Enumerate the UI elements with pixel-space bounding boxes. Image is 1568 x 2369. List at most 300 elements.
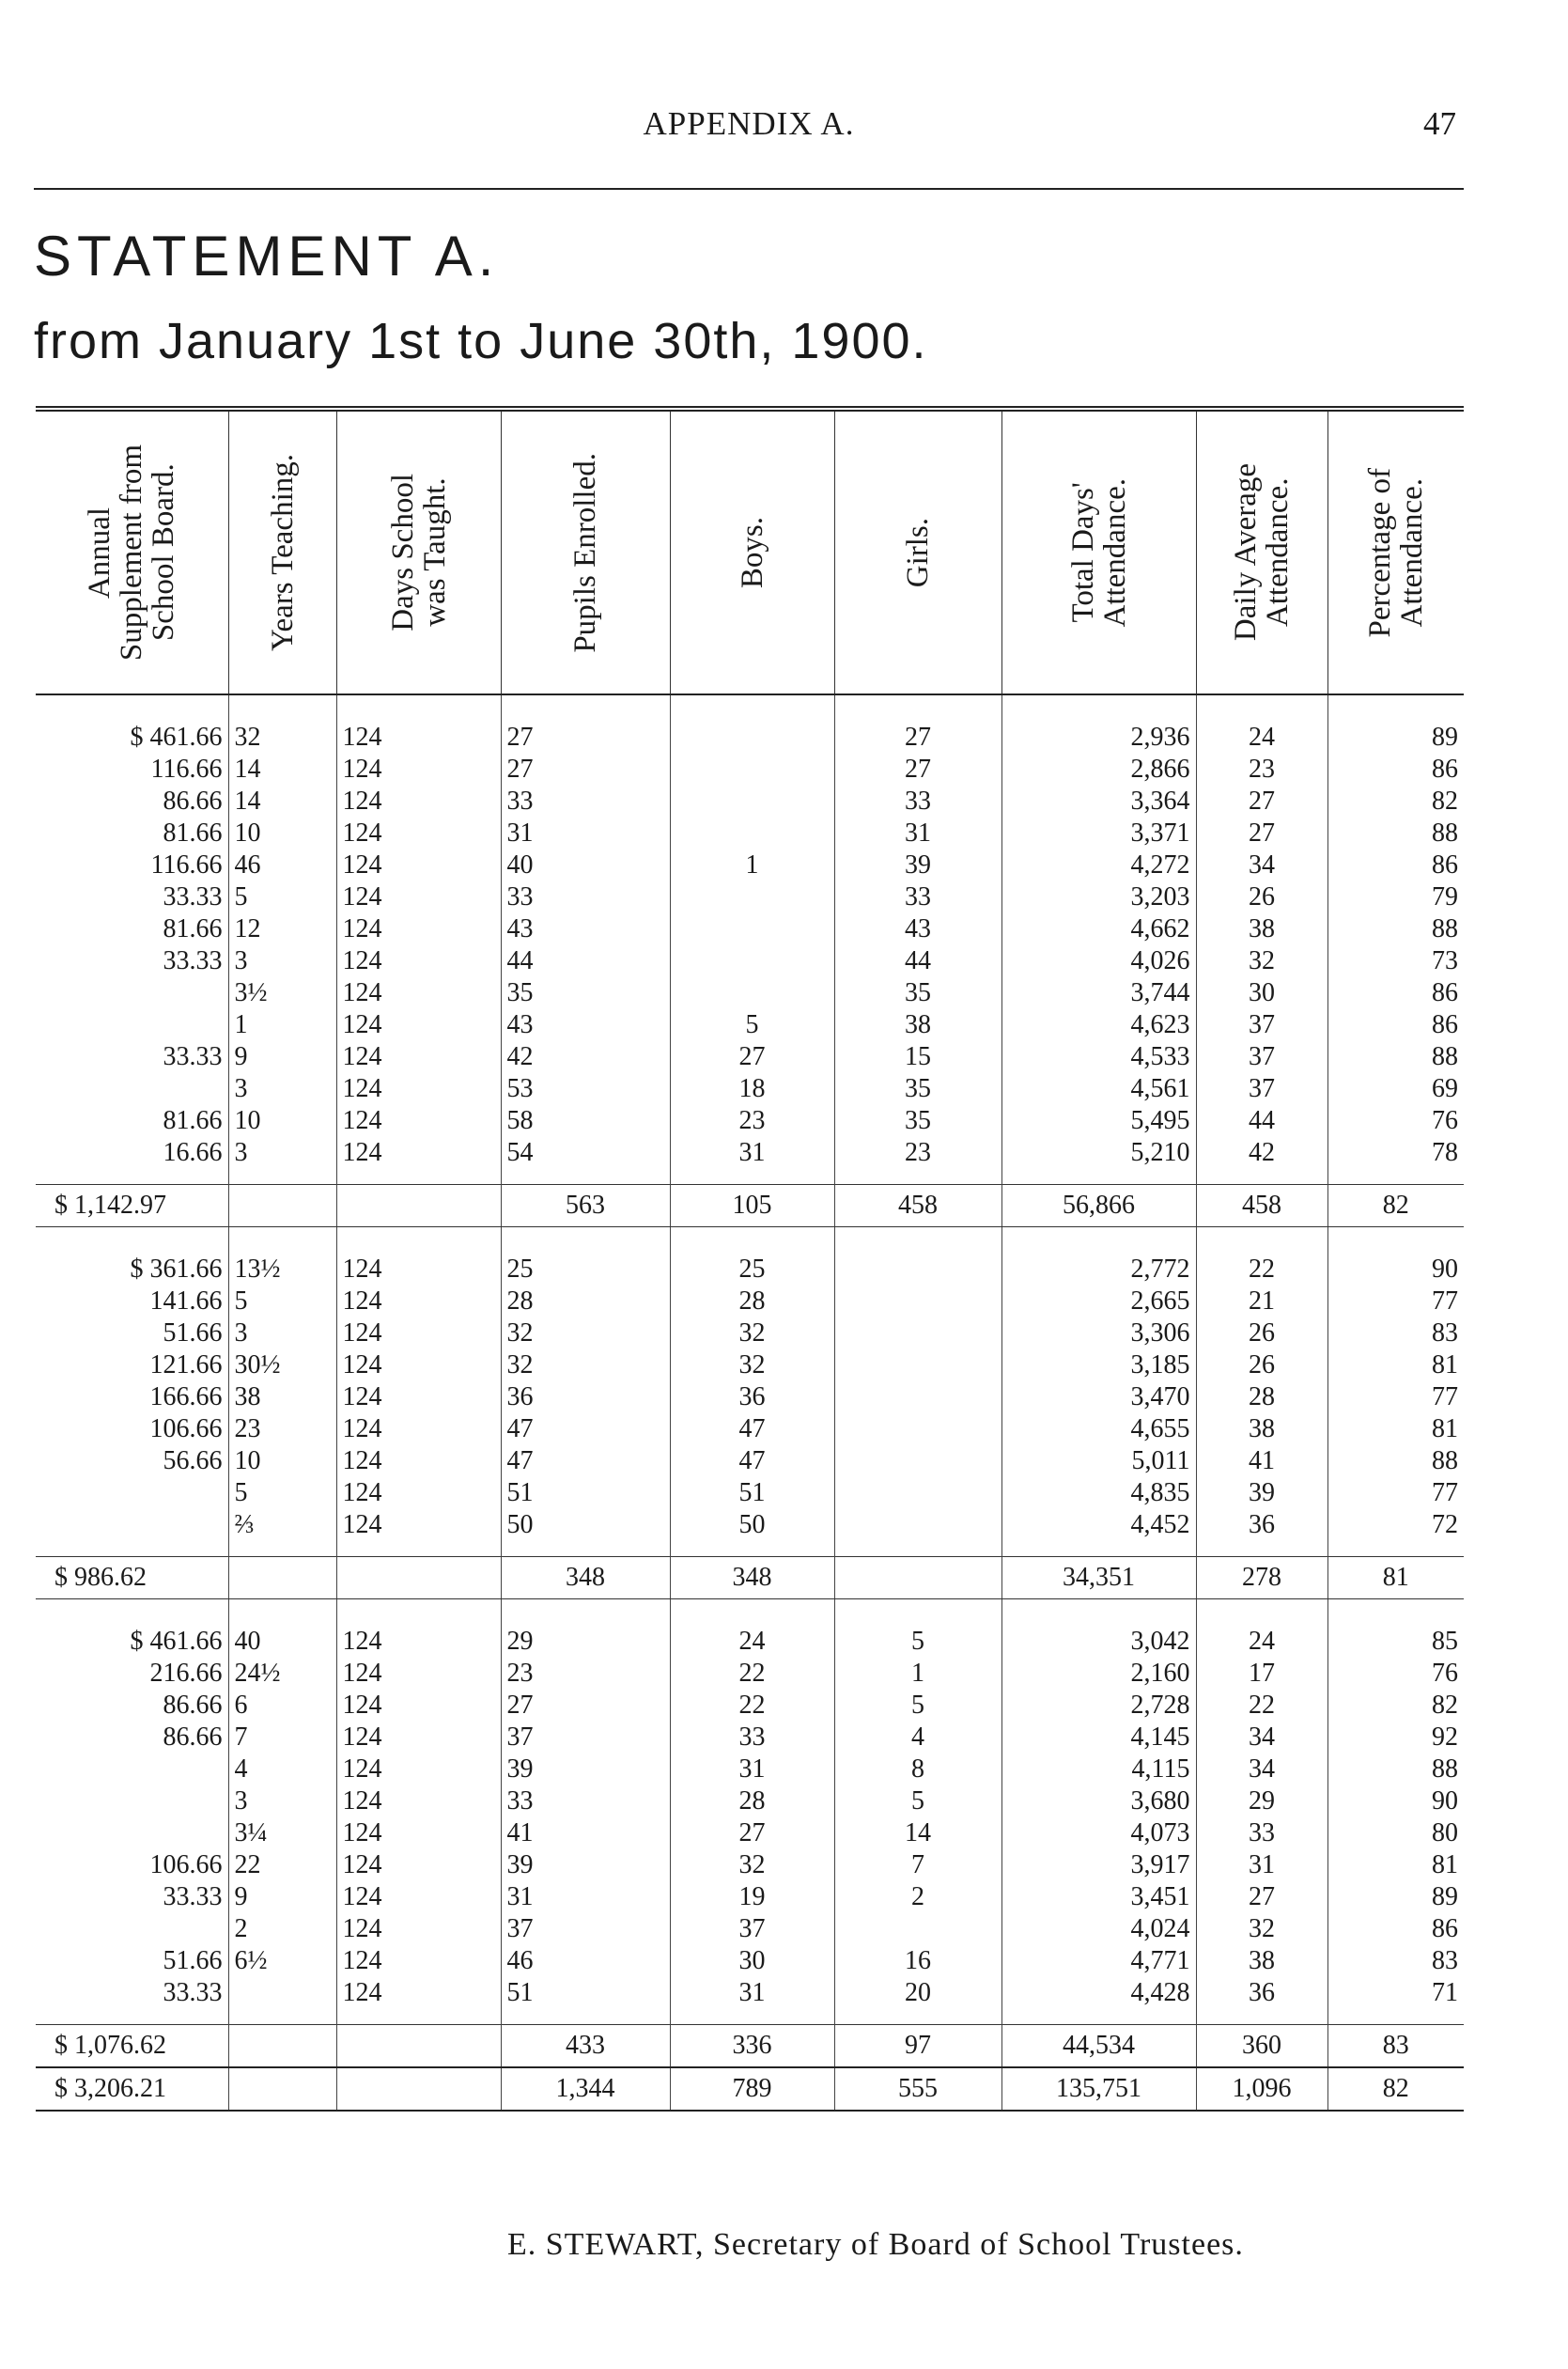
cell-total-days: 4,533: [1001, 1041, 1196, 1073]
cell-pupils: 47: [501, 1445, 670, 1477]
table-row: [36, 945, 1464, 977]
cell-days: 124: [336, 945, 501, 977]
cell-girls: 35: [834, 1073, 1001, 1105]
cell-percentage: 76: [1327, 1658, 1464, 1690]
cell-boys: [670, 754, 834, 786]
table-row: [36, 1977, 1464, 2025]
cell-boys: 47: [670, 1445, 834, 1477]
cell-pupils: 37: [501, 1913, 670, 1945]
cell-boys: 37: [670, 1913, 834, 1945]
cell-total-days: 4,073: [1001, 1817, 1196, 1849]
cell-supplement: 106.66: [149, 1850, 223, 1879]
cell-years: 6½: [228, 1945, 336, 1977]
cell-daily-average: 28: [1196, 1381, 1327, 1413]
cell-boys: 32: [670, 1349, 834, 1381]
col-header-daily-average: Daily Average Attendance.: [1196, 409, 1327, 694]
cell-girls: 20: [834, 1977, 1001, 2025]
cell-pupils: 31: [501, 818, 670, 849]
cell-supplement: 56.66: [163, 1446, 223, 1475]
cell-girls: 44: [834, 945, 1001, 977]
cell-years: 10: [228, 1445, 336, 1477]
cell-days: 124: [336, 1509, 501, 1557]
statement-title: STATEMENT A.: [34, 225, 500, 288]
cell-daily-average: 26: [1196, 1317, 1327, 1349]
cell-days: 124: [336, 1381, 501, 1413]
cell-pupils: 40: [501, 849, 670, 881]
cell-total-days: 4,561: [1001, 1073, 1196, 1105]
cell-supplement: [36, 1477, 228, 1509]
cell-girls: 33: [834, 881, 1001, 913]
cell-years: 3: [228, 1073, 336, 1105]
cell-daily-average: 41: [1196, 1445, 1327, 1477]
cell-boys: 24: [670, 1599, 834, 1659]
cell-days: [336, 2067, 501, 2111]
cell-boys: 31: [670, 1977, 834, 2025]
signature-line: E. STEWART, Secretary of Board of School Trustees.: [507, 2227, 1244, 2262]
cell-supplement: 106.66: [149, 1414, 223, 1443]
cell-girls: 27: [834, 694, 1001, 754]
col-header-percentage: Percentage of Attendance.: [1327, 409, 1464, 694]
col-header-girls: Girls.: [834, 409, 1001, 694]
cell-supplement: $ 986.62: [36, 1557, 228, 1599]
cell-years: 14: [228, 786, 336, 818]
cell-percentage: 81: [1327, 1349, 1464, 1381]
cell-years: 3: [228, 945, 336, 977]
cell-total-days: 4,771: [1001, 1945, 1196, 1977]
grand-total-row: [36, 2067, 1464, 2111]
cell-boys: 348: [670, 1557, 834, 1599]
col-header-pupils: Pupils Enrolled.: [501, 409, 670, 694]
cell-daily-average: 27: [1196, 786, 1327, 818]
cell-boys: 27: [670, 1041, 834, 1073]
cell-years: 3: [228, 1317, 336, 1349]
cell-supplement: 121.66: [149, 1350, 223, 1379]
cell-days: 124: [336, 1227, 501, 1286]
cell-girls: 14: [834, 1817, 1001, 1849]
cell-percentage: 82: [1327, 1185, 1464, 1227]
cell-boys: 32: [670, 1317, 834, 1349]
cell-years: 12: [228, 913, 336, 945]
cell-supplement: 81.66: [163, 1106, 223, 1135]
cell-total-days: 3,185: [1001, 1349, 1196, 1381]
cell-supplement: [36, 977, 228, 1009]
cell-total-days: 135,751: [1001, 2067, 1196, 2111]
cell-days: [336, 1185, 501, 1227]
cell-percentage: 83: [1327, 1317, 1464, 1349]
cell-percentage: 89: [1327, 1881, 1464, 1913]
cell-percentage: 86: [1327, 977, 1464, 1009]
cell-pupils: 43: [501, 913, 670, 945]
cell-daily-average: 34: [1196, 1753, 1327, 1785]
cell-girls: [834, 1349, 1001, 1381]
cell-daily-average: 27: [1196, 1881, 1327, 1913]
cell-girls: 4: [834, 1722, 1001, 1753]
cell-percentage: 88: [1327, 1445, 1464, 1477]
cell-girls: [834, 1445, 1001, 1477]
cell-total-days: 3,371: [1001, 818, 1196, 849]
cell-boys: 28: [670, 1286, 834, 1317]
cell-days: 124: [336, 1477, 501, 1509]
cell-total-days: 2,665: [1001, 1286, 1196, 1317]
table-row: [36, 1658, 1464, 1690]
cell-supplement: 141.66: [149, 1286, 223, 1316]
cell-days: 124: [336, 849, 501, 881]
cell-total-days: 3,451: [1001, 1881, 1196, 1913]
section-total-row: [36, 2025, 1464, 2068]
cell-boys: 789: [670, 2067, 834, 2111]
cell-supplement: 33.33: [163, 1978, 223, 2007]
table-row: [36, 1137, 1464, 1185]
cell-total-days: 2,772: [1001, 1227, 1196, 1286]
cell-total-days: 4,655: [1001, 1413, 1196, 1445]
cell-pupils: 54: [501, 1137, 670, 1185]
cell-days: 124: [336, 1849, 501, 1881]
table-row: [36, 881, 1464, 913]
col-header-total-days: Total Days' Attendance.: [1001, 409, 1196, 694]
cell-boys: 22: [670, 1690, 834, 1722]
cell-supplement: [36, 1753, 228, 1785]
cell-years: 4: [228, 1753, 336, 1785]
cell-boys: 25: [670, 1227, 834, 1286]
cell-pupils: 32: [501, 1317, 670, 1349]
cell-years: [228, 1557, 336, 1599]
cell-pupils: 1,344: [501, 2067, 670, 2111]
cell-percentage: 76: [1327, 1105, 1464, 1137]
cell-pupils: 348: [501, 1557, 670, 1599]
cell-total-days: 2,866: [1001, 754, 1196, 786]
cell-days: 124: [336, 913, 501, 945]
cell-boys: 36: [670, 1381, 834, 1413]
cell-total-days: 4,272: [1001, 849, 1196, 881]
cell-days: 124: [336, 1913, 501, 1945]
cell-total-days: 3,744: [1001, 977, 1196, 1009]
cell-years: 7: [228, 1722, 336, 1753]
cell-supplement: [36, 1785, 228, 1817]
table-row: [36, 1073, 1464, 1105]
cell-girls: [834, 1317, 1001, 1349]
cell-total-days: 2,728: [1001, 1690, 1196, 1722]
cell-daily-average: 26: [1196, 1349, 1327, 1381]
cell-days: 124: [336, 1753, 501, 1785]
page-number: 47: [1423, 105, 1456, 142]
cell-supplement: 81.66: [163, 818, 223, 848]
cell-percentage: 82: [1327, 1690, 1464, 1722]
cell-years: 1: [228, 1009, 336, 1041]
cell-girls: 43: [834, 913, 1001, 945]
cell-years: ⅔: [228, 1509, 336, 1557]
cell-supplement: $ 361.66: [130, 1255, 223, 1284]
header-rule: [34, 188, 1464, 190]
cell-days: 124: [336, 786, 501, 818]
cell-days: 124: [336, 1690, 501, 1722]
cell-boys: 31: [670, 1137, 834, 1185]
section-total-row: [36, 1557, 1464, 1599]
cell-girls: 16: [834, 1945, 1001, 1977]
cell-pupils: 39: [501, 1753, 670, 1785]
cell-girls: 5: [834, 1690, 1001, 1722]
cell-boys: 50: [670, 1509, 834, 1557]
cell-girls: 15: [834, 1041, 1001, 1073]
cell-days: 124: [336, 1073, 501, 1105]
cell-supplement: $ 461.66: [130, 723, 223, 752]
cell-years: 13½: [228, 1227, 336, 1286]
section-total-row: [36, 1185, 1464, 1227]
table-row: [36, 1009, 1464, 1041]
cell-daily-average: 36: [1196, 1509, 1327, 1557]
cell-pupils: 23: [501, 1658, 670, 1690]
cell-percentage: 72: [1327, 1509, 1464, 1557]
cell-supplement: 51.66: [163, 1946, 223, 1975]
cell-boys: 23: [670, 1105, 834, 1137]
cell-pupils: 31: [501, 1881, 670, 1913]
cell-total-days: 4,115: [1001, 1753, 1196, 1785]
cell-boys: [670, 913, 834, 945]
cell-daily-average: 26: [1196, 881, 1327, 913]
cell-boys: 28: [670, 1785, 834, 1817]
table-row: [36, 1413, 1464, 1445]
cell-pupils: 33: [501, 786, 670, 818]
cell-pupils: 35: [501, 977, 670, 1009]
cell-percentage: 83: [1327, 1945, 1464, 1977]
cell-pupils: 33: [501, 881, 670, 913]
cell-total-days: 4,428: [1001, 1977, 1196, 2025]
cell-supplement: $ 1,142.97: [36, 1185, 228, 1227]
cell-pupils: 53: [501, 1073, 670, 1105]
cell-pupils: 29: [501, 1599, 670, 1659]
table-row: [36, 849, 1464, 881]
cell-girls: 39: [834, 849, 1001, 881]
cell-supplement: 33.33: [163, 882, 223, 912]
cell-percentage: 81: [1327, 1413, 1464, 1445]
table-row: [36, 1722, 1464, 1753]
cell-supplement: 216.66: [149, 1659, 223, 1688]
cell-percentage: 77: [1327, 1381, 1464, 1413]
cell-percentage: 77: [1327, 1477, 1464, 1509]
cell-days: 124: [336, 818, 501, 849]
cell-years: 10: [228, 818, 336, 849]
cell-girls: 31: [834, 818, 1001, 849]
cell-boys: [670, 786, 834, 818]
cell-daily-average: 37: [1196, 1041, 1327, 1073]
table-row: [36, 1913, 1464, 1945]
cell-days: 124: [336, 694, 501, 754]
cell-daily-average: 27: [1196, 818, 1327, 849]
cell-daily-average: 42: [1196, 1137, 1327, 1185]
cell-years: 38: [228, 1381, 336, 1413]
cell-girls: 5: [834, 1599, 1001, 1659]
cell-pupils: 42: [501, 1041, 670, 1073]
cell-girls: 8: [834, 1753, 1001, 1785]
cell-percentage: 88: [1327, 1753, 1464, 1785]
cell-daily-average: 38: [1196, 913, 1327, 945]
cell-percentage: 86: [1327, 1009, 1464, 1041]
cell-supplement: 33.33: [163, 1042, 223, 1071]
cell-days: 124: [336, 1349, 501, 1381]
cell-daily-average: 34: [1196, 849, 1327, 881]
cell-daily-average: 37: [1196, 1009, 1327, 1041]
cell-days: 124: [336, 881, 501, 913]
cell-percentage: 88: [1327, 1041, 1464, 1073]
cell-days: 124: [336, 1881, 501, 1913]
cell-total-days: 4,623: [1001, 1009, 1196, 1041]
table-row: [36, 1349, 1464, 1381]
cell-supplement: $ 3,206.21: [36, 2067, 228, 2111]
cell-daily-average: 36: [1196, 1977, 1327, 2025]
cell-total-days: 3,042: [1001, 1599, 1196, 1659]
cell-percentage: 86: [1327, 849, 1464, 881]
cell-percentage: 80: [1327, 1817, 1464, 1849]
cell-percentage: 86: [1327, 754, 1464, 786]
cell-supplement: [36, 1913, 228, 1945]
cell-percentage: 77: [1327, 1286, 1464, 1317]
table-row: [36, 1753, 1464, 1785]
cell-girls: 97: [834, 2025, 1001, 2068]
table-row: [36, 1881, 1464, 1913]
cell-years: 2: [228, 1913, 336, 1945]
cell-daily-average: 38: [1196, 1945, 1327, 1977]
table-row: [36, 786, 1464, 818]
cell-total-days: 2,160: [1001, 1658, 1196, 1690]
cell-boys: 336: [670, 2025, 834, 2068]
cell-percentage: 81: [1327, 1849, 1464, 1881]
cell-girls: [834, 1227, 1001, 1286]
cell-supplement: 116.66: [150, 755, 223, 784]
cell-days: 124: [336, 1817, 501, 1849]
cell-percentage: 71: [1327, 1977, 1464, 2025]
cell-percentage: 81: [1327, 1557, 1464, 1599]
cell-girls: 33: [834, 786, 1001, 818]
cell-total-days: 56,866: [1001, 1185, 1196, 1227]
cell-daily-average: 21: [1196, 1286, 1327, 1317]
cell-supplement: $ 461.66: [130, 1627, 223, 1656]
table-header-row: [36, 409, 1464, 694]
cell-percentage: 69: [1327, 1073, 1464, 1105]
table-row: [36, 1041, 1464, 1073]
table-row: [36, 1105, 1464, 1137]
attendance-table: [36, 406, 1464, 2112]
cell-boys: 22: [670, 1658, 834, 1690]
cell-years: 46: [228, 849, 336, 881]
cell-pupils: 43: [501, 1009, 670, 1041]
cell-pupils: 25: [501, 1227, 670, 1286]
cell-percentage: 90: [1327, 1785, 1464, 1817]
cell-pupils: 50: [501, 1509, 670, 1557]
table-row: [36, 818, 1464, 849]
cell-daily-average: 39: [1196, 1477, 1327, 1509]
cell-boys: [670, 977, 834, 1009]
cell-daily-average: 37: [1196, 1073, 1327, 1105]
cell-daily-average: 34: [1196, 1722, 1327, 1753]
cell-daily-average: 22: [1196, 1690, 1327, 1722]
cell-total-days: 5,495: [1001, 1105, 1196, 1137]
cell-days: [336, 2025, 501, 2068]
cell-years: 23: [228, 1413, 336, 1445]
cell-pupils: 32: [501, 1349, 670, 1381]
cell-days: 124: [336, 1105, 501, 1137]
table-row: [36, 1849, 1464, 1881]
cell-total-days: 34,351: [1001, 1557, 1196, 1599]
cell-years: 3: [228, 1785, 336, 1817]
cell-daily-average: 44: [1196, 1105, 1327, 1137]
col-header-supplement: Annual Supplement from School Board.: [36, 409, 228, 694]
cell-percentage: 85: [1327, 1599, 1464, 1659]
cell-supplement: [36, 1817, 228, 1849]
cell-days: 124: [336, 1722, 501, 1753]
cell-percentage: 86: [1327, 1913, 1464, 1945]
cell-girls: [834, 1381, 1001, 1413]
table-row: [36, 977, 1464, 1009]
cell-supplement: 86.66: [163, 787, 223, 816]
table-row: [36, 1599, 1464, 1659]
cell-years: 3: [228, 1137, 336, 1185]
table-row: [36, 1227, 1464, 1286]
table-row: [36, 913, 1464, 945]
cell-pupils: 563: [501, 1185, 670, 1227]
cell-daily-average: 23: [1196, 754, 1327, 786]
cell-days: 124: [336, 1286, 501, 1317]
cell-daily-average: 17: [1196, 1658, 1327, 1690]
cell-boys: 51: [670, 1477, 834, 1509]
cell-total-days: 4,024: [1001, 1913, 1196, 1945]
cell-girls: 35: [834, 977, 1001, 1009]
cell-girls: 2: [834, 1881, 1001, 1913]
cell-daily-average: 458: [1196, 1185, 1327, 1227]
cell-supplement: 86.66: [163, 1722, 223, 1752]
cell-supplement: [36, 1509, 228, 1557]
cell-daily-average: 24: [1196, 1599, 1327, 1659]
cell-pupils: 33: [501, 1785, 670, 1817]
cell-girls: [834, 1286, 1001, 1317]
cell-total-days: 3,917: [1001, 1849, 1196, 1881]
cell-pupils: 27: [501, 1690, 670, 1722]
cell-girls: 38: [834, 1009, 1001, 1041]
cell-boys: 31: [670, 1753, 834, 1785]
cell-boys: 5: [670, 1009, 834, 1041]
cell-total-days: 2,936: [1001, 694, 1196, 754]
cell-years: 9: [228, 1881, 336, 1913]
cell-daily-average: 32: [1196, 1913, 1327, 1945]
cell-girls: 35: [834, 1105, 1001, 1137]
cell-percentage: 88: [1327, 818, 1464, 849]
cell-total-days: 44,534: [1001, 2025, 1196, 2068]
cell-boys: [670, 818, 834, 849]
cell-years: 14: [228, 754, 336, 786]
cell-years: 5: [228, 881, 336, 913]
cell-daily-average: 278: [1196, 1557, 1327, 1599]
cell-daily-average: 32: [1196, 945, 1327, 977]
cell-boys: 105: [670, 1185, 834, 1227]
cell-daily-average: 22: [1196, 1227, 1327, 1286]
cell-days: 124: [336, 1785, 501, 1817]
cell-pupils: 46: [501, 1945, 670, 1977]
cell-days: 124: [336, 1413, 501, 1445]
table-row: [36, 1445, 1464, 1477]
cell-supplement: 33.33: [163, 946, 223, 975]
cell-total-days: 3,203: [1001, 881, 1196, 913]
cell-girls: 7: [834, 1849, 1001, 1881]
table-row: [36, 694, 1464, 754]
cell-boys: 18: [670, 1073, 834, 1105]
cell-boys: 32: [670, 1849, 834, 1881]
cell-total-days: 3,306: [1001, 1317, 1196, 1349]
cell-pupils: 51: [501, 1477, 670, 1509]
cell-percentage: 88: [1327, 913, 1464, 945]
cell-boys: 33: [670, 1722, 834, 1753]
cell-years: 30½: [228, 1349, 336, 1381]
cell-percentage: 82: [1327, 2067, 1464, 2111]
cell-pupils: 36: [501, 1381, 670, 1413]
cell-daily-average: 33: [1196, 1817, 1327, 1849]
